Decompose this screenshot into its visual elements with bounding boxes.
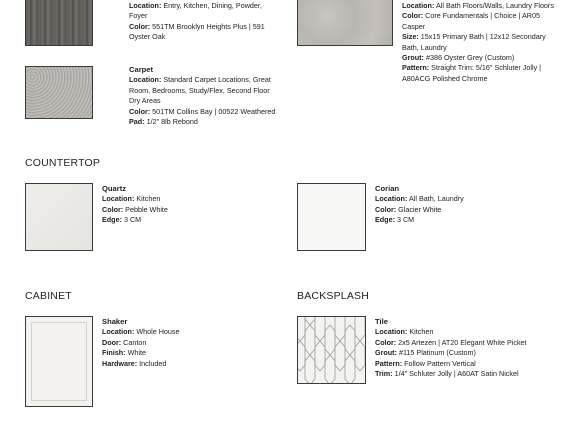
location-label: Location: [102, 194, 135, 204]
color-value: Core Fundamentals | Choice | AR05 Casper [402, 11, 540, 31]
edge-value: 3 CM [123, 215, 142, 225]
color-value: 551TM Brooklyn Heights Plus | 591 Oyster Oak [129, 21, 265, 42]
color-value: 501TM Collins Bay | 00522 Weathered [152, 106, 276, 116]
pad-value: 1/2" 8lb Rebond [146, 117, 198, 127]
grout-label: Grout: [402, 53, 424, 63]
color-value: 2x5 Artezen | AT20 Elegant White Picket [398, 337, 527, 347]
hardware-label: Hardware: [102, 358, 138, 368]
cabinet-name: Shaker [102, 317, 128, 326]
quartz-name: Quartz [102, 184, 127, 193]
carpet-swatch [25, 66, 93, 119]
size-value: 15x15 Primary Bath | 12x12 Secondary Bath, Laundry [402, 32, 546, 52]
pad-label: Pad: [129, 117, 145, 127]
floor-tile-info [402, 1, 554, 84]
edge-label: Edge: [375, 215, 395, 225]
carpet-name: Carpet [129, 65, 154, 74]
backsplash-name: Tile [375, 317, 388, 326]
picket-tile-pattern [298, 317, 365, 383]
location-label: Location: [402, 1, 435, 10]
color-value: Glacier White [398, 204, 442, 214]
wood-flooring-info [129, 1, 279, 43]
door-label: Door: [102, 337, 122, 347]
location-label: Location: [375, 327, 408, 337]
grout-label: Grout: [375, 348, 397, 358]
quartz-info [102, 184, 252, 226]
quartz-swatch [25, 183, 93, 251]
countertop-heading: COUNTERTOP [25, 157, 101, 169]
pattern-value: Follow Pattern Vertical [404, 358, 476, 368]
grout-value: #386 Oyster Grey (Custom) [425, 53, 515, 63]
finish-value: White [127, 348, 146, 358]
location-value: Standard Carpet Locations, Great Room, Bedrooms, Study/Flex, Second Floor Dry Areas [129, 75, 271, 106]
location-value: All Bath, Laundry [408, 194, 464, 204]
color-value: Pebble White [125, 204, 168, 214]
color-label: Color: [402, 11, 424, 21]
door-value: Canton [123, 337, 147, 347]
pattern-value: Straight Trim: 5/16" Schluter Jolly | A80ACG Polished Chrome [402, 63, 542, 83]
picket-tile-lines [298, 317, 365, 383]
pattern-label: Pattern: [402, 63, 430, 73]
location-label: Location: [102, 327, 135, 337]
location-label: Location: [375, 194, 408, 204]
color-label: Color: [129, 106, 151, 116]
color-label: Color: [375, 204, 397, 214]
size-label: Size: [402, 32, 419, 42]
carpet-info [129, 65, 281, 127]
picket-tile-swatch [297, 316, 366, 384]
floor-tile-swatch [297, 0, 393, 46]
trim-value: 1/4" Schluter Jolly | A60AT Satin Nickel [394, 369, 519, 379]
finish-label: Finish: [102, 348, 126, 358]
shaker-cabinet-swatch [25, 316, 93, 407]
corian-name: Corian [375, 184, 400, 193]
cabinet-door-panel [31, 322, 87, 401]
color-label: Color: [129, 21, 151, 31]
backsplash-info [375, 317, 551, 379]
trim-label: Trim: [375, 369, 393, 379]
location-value: Kitchen [136, 194, 161, 204]
location-value: All Bath Floors/Walls, Laundry Floors [435, 1, 554, 10]
grout-value: #115 Platinum (Custom) [398, 348, 476, 358]
cabinet-info [102, 317, 252, 369]
color-label: Color: [375, 337, 397, 347]
color-label: Color: [102, 204, 124, 214]
wood-flooring-swatch [25, 0, 93, 46]
backsplash-heading: BACKSPLASH [297, 290, 370, 302]
hardware-value: Included [139, 358, 167, 368]
location-label: Location: [129, 75, 162, 85]
corian-swatch [297, 183, 366, 251]
cabinet-heading: CABINET [25, 290, 72, 302]
corian-info [375, 184, 525, 226]
location-label: Location: [129, 1, 162, 10]
location-value: Entry, Kitchen, Dining, Powder, Foyer [129, 1, 262, 21]
location-value: Whole House [136, 327, 180, 337]
location-value: Kitchen [409, 327, 434, 337]
pattern-label: Pattern: [375, 358, 403, 368]
edge-label: Edge: [102, 215, 122, 225]
edge-value: 3 CM [396, 215, 415, 225]
